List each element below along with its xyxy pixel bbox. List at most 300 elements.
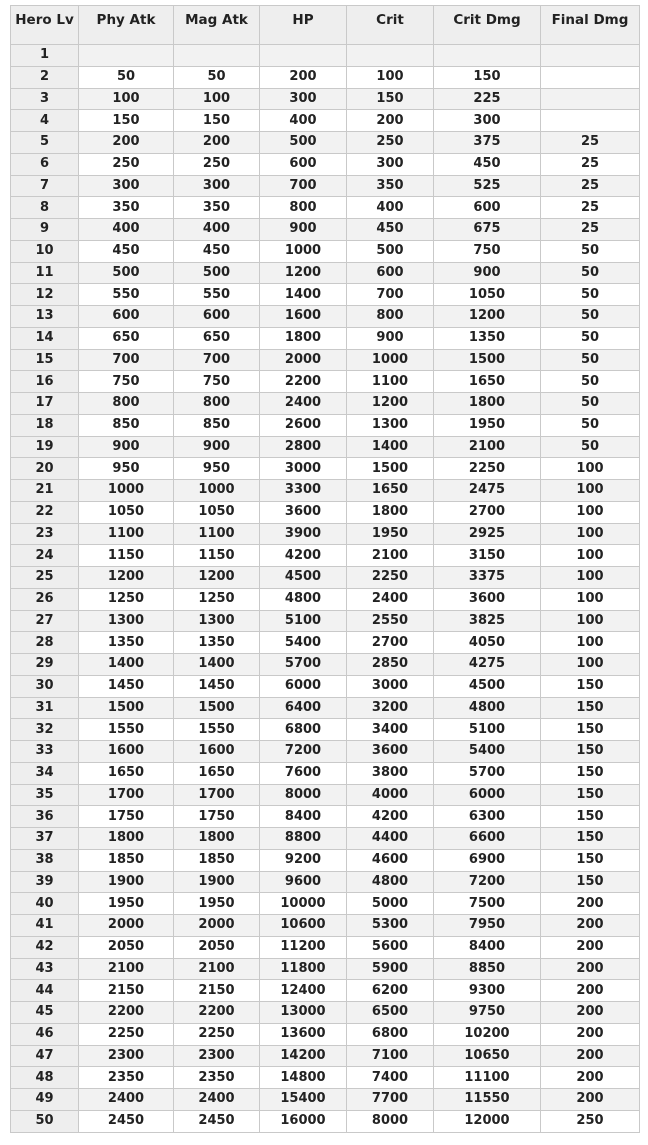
- cell-hero-lv: 22: [11, 501, 79, 523]
- cell-hp: 3900: [260, 523, 347, 545]
- cell-crit: 6800: [347, 1023, 434, 1045]
- cell-mag-atk: 1450: [174, 675, 260, 697]
- table-row: [11, 153, 640, 175]
- cell-crit-dmg: 450: [434, 153, 541, 175]
- cell-mag-atk: 200: [174, 132, 260, 154]
- cell-hero-lv: 42: [11, 936, 79, 958]
- table-row: [11, 414, 640, 436]
- cell-phy-atk: 500: [79, 262, 174, 284]
- cell-final-dmg: 150: [541, 871, 640, 893]
- cell-phy-atk: 1050: [79, 501, 174, 523]
- cell-crit-dmg: 150: [434, 66, 541, 88]
- cell-phy-atk: 1000: [79, 480, 174, 502]
- header-phy-atk: Phy Atk: [79, 6, 174, 45]
- cell-crit-dmg: 12000: [434, 1110, 541, 1132]
- cell-hp: 10000: [260, 893, 347, 915]
- cell-mag-atk: 1700: [174, 784, 260, 806]
- table-row: [11, 262, 640, 284]
- cell-phy-atk: 1900: [79, 871, 174, 893]
- table-row: [11, 1089, 640, 1111]
- cell-crit-dmg: 6000: [434, 784, 541, 806]
- cell-phy-atk: 1750: [79, 806, 174, 828]
- cell-mag-atk: 1150: [174, 545, 260, 567]
- table-row: [11, 393, 640, 415]
- cell-hp: 10600: [260, 915, 347, 937]
- cell-hero-lv: 21: [11, 480, 79, 502]
- cell-hp: 8000: [260, 784, 347, 806]
- cell-phy-atk: 2400: [79, 1089, 174, 1111]
- cell-crit: 3400: [347, 719, 434, 741]
- cell-phy-atk: 300: [79, 175, 174, 197]
- cell-hero-lv: 31: [11, 697, 79, 719]
- cell-mag-atk: 150: [174, 110, 260, 132]
- table-row: [11, 175, 640, 197]
- cell-hp: [260, 45, 347, 67]
- cell-phy-atk: 2150: [79, 980, 174, 1002]
- table-row: [11, 219, 640, 241]
- cell-crit-dmg: 300: [434, 110, 541, 132]
- table-row: [11, 240, 640, 262]
- cell-crit: 3200: [347, 697, 434, 719]
- cell-final-dmg: [541, 88, 640, 110]
- cell-hero-lv: 45: [11, 1002, 79, 1024]
- cell-mag-atk: 1500: [174, 697, 260, 719]
- cell-final-dmg: 100: [541, 545, 640, 567]
- cell-mag-atk: 1650: [174, 762, 260, 784]
- cell-mag-atk: 1000: [174, 480, 260, 502]
- cell-hp: 1200: [260, 262, 347, 284]
- cell-mag-atk: 450: [174, 240, 260, 262]
- cell-crit-dmg: 675: [434, 219, 541, 241]
- cell-hero-lv: 50: [11, 1110, 79, 1132]
- cell-crit-dmg: 7200: [434, 871, 541, 893]
- cell-crit-dmg: 1200: [434, 306, 541, 328]
- cell-phy-atk: 1350: [79, 632, 174, 654]
- cell-crit-dmg: 2925: [434, 523, 541, 545]
- cell-crit: 6200: [347, 980, 434, 1002]
- cell-hero-lv: 10: [11, 240, 79, 262]
- cell-final-dmg: 150: [541, 762, 640, 784]
- cell-crit: 2250: [347, 567, 434, 589]
- cell-hero-lv: 48: [11, 1067, 79, 1089]
- table-row: [11, 66, 640, 88]
- cell-phy-atk: 2100: [79, 958, 174, 980]
- table-row: [11, 871, 640, 893]
- cell-phy-atk: 250: [79, 153, 174, 175]
- cell-crit: 6500: [347, 1002, 434, 1024]
- cell-final-dmg: 100: [541, 654, 640, 676]
- cell-mag-atk: 750: [174, 371, 260, 393]
- cell-hp: 4800: [260, 588, 347, 610]
- cell-final-dmg: 25: [541, 197, 640, 219]
- cell-hero-lv: 8: [11, 197, 79, 219]
- cell-phy-atk: 1300: [79, 610, 174, 632]
- cell-mag-atk: [174, 45, 260, 67]
- cell-crit-dmg: 11100: [434, 1067, 541, 1089]
- cell-crit-dmg: 2700: [434, 501, 541, 523]
- table-row: [11, 501, 640, 523]
- cell-hero-lv: 34: [11, 762, 79, 784]
- cell-final-dmg: 50: [541, 327, 640, 349]
- cell-phy-atk: 1100: [79, 523, 174, 545]
- cell-crit: 1650: [347, 480, 434, 502]
- cell-crit: 2400: [347, 588, 434, 610]
- cell-crit: 5900: [347, 958, 434, 980]
- cell-hp: 11200: [260, 936, 347, 958]
- cell-crit: 4800: [347, 871, 434, 893]
- table-row: [11, 306, 640, 328]
- table-row: [11, 915, 640, 937]
- cell-crit: 450: [347, 219, 434, 241]
- cell-crit: 1200: [347, 393, 434, 415]
- cell-final-dmg: 25: [541, 153, 640, 175]
- cell-mag-atk: 50: [174, 66, 260, 88]
- cell-phy-atk: 550: [79, 284, 174, 306]
- cell-crit: 100: [347, 66, 434, 88]
- cell-hp: 6400: [260, 697, 347, 719]
- cell-phy-atk: 2050: [79, 936, 174, 958]
- cell-hero-lv: 3: [11, 88, 79, 110]
- cell-final-dmg: 150: [541, 849, 640, 871]
- table-row: [11, 197, 640, 219]
- cell-phy-atk: 1250: [79, 588, 174, 610]
- cell-final-dmg: 100: [541, 632, 640, 654]
- cell-phy-atk: 650: [79, 327, 174, 349]
- cell-hp: 700: [260, 175, 347, 197]
- cell-crit-dmg: 3150: [434, 545, 541, 567]
- cell-crit-dmg: 525: [434, 175, 541, 197]
- cell-hero-lv: 20: [11, 458, 79, 480]
- cell-hp: 7600: [260, 762, 347, 784]
- cell-mag-atk: 500: [174, 262, 260, 284]
- cell-phy-atk: 950: [79, 458, 174, 480]
- cell-phy-atk: 600: [79, 306, 174, 328]
- cell-hp: 300: [260, 88, 347, 110]
- cell-crit-dmg: 6300: [434, 806, 541, 828]
- cell-final-dmg: 200: [541, 980, 640, 1002]
- cell-crit: 3800: [347, 762, 434, 784]
- cell-hero-lv: 38: [11, 849, 79, 871]
- cell-mag-atk: 900: [174, 436, 260, 458]
- cell-hero-lv: 6: [11, 153, 79, 175]
- cell-mag-atk: 1800: [174, 828, 260, 850]
- table-row: [11, 741, 640, 763]
- cell-crit-dmg: 1650: [434, 371, 541, 393]
- cell-crit-dmg: [434, 45, 541, 67]
- cell-mag-atk: 1850: [174, 849, 260, 871]
- cell-mag-atk: 1050: [174, 501, 260, 523]
- cell-crit: 500: [347, 240, 434, 262]
- cell-crit: 5300: [347, 915, 434, 937]
- table-row: [11, 893, 640, 915]
- cell-crit: 350: [347, 175, 434, 197]
- cell-mag-atk: 800: [174, 393, 260, 415]
- cell-crit-dmg: 4050: [434, 632, 541, 654]
- cell-phy-atk: 150: [79, 110, 174, 132]
- cell-hp: 2000: [260, 349, 347, 371]
- cell-final-dmg: 200: [541, 893, 640, 915]
- cell-crit: 900: [347, 327, 434, 349]
- cell-hero-lv: 27: [11, 610, 79, 632]
- cell-crit-dmg: 1050: [434, 284, 541, 306]
- cell-mag-atk: 1400: [174, 654, 260, 676]
- table-row: [11, 784, 640, 806]
- cell-mag-atk: 550: [174, 284, 260, 306]
- cell-final-dmg: 200: [541, 1023, 640, 1045]
- hero-level-stats-table: [10, 5, 640, 1133]
- cell-hp: 13600: [260, 1023, 347, 1045]
- cell-crit: 200: [347, 110, 434, 132]
- table-row: [11, 958, 640, 980]
- cell-hero-lv: 33: [11, 741, 79, 763]
- cell-final-dmg: 50: [541, 306, 640, 328]
- table-row: [11, 936, 640, 958]
- cell-phy-atk: 100: [79, 88, 174, 110]
- cell-crit-dmg: 1350: [434, 327, 541, 349]
- table-row: [11, 1023, 640, 1045]
- cell-mag-atk: 950: [174, 458, 260, 480]
- table-row: [11, 567, 640, 589]
- cell-hero-lv: 12: [11, 284, 79, 306]
- cell-phy-atk: 1950: [79, 893, 174, 915]
- cell-hero-lv: 43: [11, 958, 79, 980]
- cell-hp: 800: [260, 197, 347, 219]
- cell-phy-atk: 1550: [79, 719, 174, 741]
- cell-crit: 600: [347, 262, 434, 284]
- cell-mag-atk: 2250: [174, 1023, 260, 1045]
- cell-crit: 150: [347, 88, 434, 110]
- cell-crit-dmg: 900: [434, 262, 541, 284]
- table-row: [11, 588, 640, 610]
- cell-mag-atk: 2000: [174, 915, 260, 937]
- cell-crit: 300: [347, 153, 434, 175]
- table-row: [11, 610, 640, 632]
- table-row: [11, 88, 640, 110]
- cell-final-dmg: 50: [541, 240, 640, 262]
- cell-crit: 7100: [347, 1045, 434, 1067]
- cell-phy-atk: 2350: [79, 1067, 174, 1089]
- cell-crit-dmg: 5400: [434, 741, 541, 763]
- cell-mag-atk: 850: [174, 414, 260, 436]
- cell-hp: 1800: [260, 327, 347, 349]
- cell-hp: 15400: [260, 1089, 347, 1111]
- cell-hero-lv: 49: [11, 1089, 79, 1111]
- cell-phy-atk: 1400: [79, 654, 174, 676]
- cell-crit-dmg: 375: [434, 132, 541, 154]
- cell-final-dmg: 100: [541, 567, 640, 589]
- cell-crit-dmg: 6900: [434, 849, 541, 871]
- header-mag-atk: Mag Atk: [174, 6, 260, 45]
- cell-crit: 800: [347, 306, 434, 328]
- table-row: [11, 327, 640, 349]
- cell-crit: 250: [347, 132, 434, 154]
- cell-final-dmg: 150: [541, 828, 640, 850]
- cell-hp: 7200: [260, 741, 347, 763]
- cell-crit-dmg: 4500: [434, 675, 541, 697]
- cell-phy-atk: 1150: [79, 545, 174, 567]
- cell-hp: 14800: [260, 1067, 347, 1089]
- cell-crit-dmg: 225: [434, 88, 541, 110]
- cell-phy-atk: 2000: [79, 915, 174, 937]
- table-row: [11, 1110, 640, 1132]
- cell-mag-atk: 2350: [174, 1067, 260, 1089]
- cell-mag-atk: 1750: [174, 806, 260, 828]
- cell-crit-dmg: 4275: [434, 654, 541, 676]
- cell-phy-atk: 400: [79, 219, 174, 241]
- cell-crit: 1000: [347, 349, 434, 371]
- cell-crit: 1300: [347, 414, 434, 436]
- cell-phy-atk: 1800: [79, 828, 174, 850]
- table-row: [11, 806, 640, 828]
- cell-phy-atk: 1200: [79, 567, 174, 589]
- cell-hero-lv: 28: [11, 632, 79, 654]
- cell-final-dmg: 25: [541, 132, 640, 154]
- cell-crit: 2850: [347, 654, 434, 676]
- cell-phy-atk: 700: [79, 349, 174, 371]
- cell-final-dmg: 200: [541, 915, 640, 937]
- table-row: [11, 545, 640, 567]
- cell-final-dmg: 50: [541, 371, 640, 393]
- cell-crit-dmg: 1950: [434, 414, 541, 436]
- cell-phy-atk: 750: [79, 371, 174, 393]
- cell-mag-atk: 1300: [174, 610, 260, 632]
- cell-crit: 700: [347, 284, 434, 306]
- cell-final-dmg: 150: [541, 719, 640, 741]
- cell-hp: 6800: [260, 719, 347, 741]
- cell-crit-dmg: 9750: [434, 1002, 541, 1024]
- cell-hp: 16000: [260, 1110, 347, 1132]
- cell-hp: 11800: [260, 958, 347, 980]
- cell-final-dmg: 50: [541, 414, 640, 436]
- cell-hp: 8400: [260, 806, 347, 828]
- cell-hp: 600: [260, 153, 347, 175]
- cell-phy-atk: 50: [79, 66, 174, 88]
- cell-hero-lv: 18: [11, 414, 79, 436]
- cell-crit-dmg: 11550: [434, 1089, 541, 1111]
- cell-hp: 1000: [260, 240, 347, 262]
- cell-phy-atk: 2250: [79, 1023, 174, 1045]
- cell-hero-lv: 25: [11, 567, 79, 589]
- cell-final-dmg: 150: [541, 675, 640, 697]
- cell-hero-lv: 14: [11, 327, 79, 349]
- cell-final-dmg: 25: [541, 175, 640, 197]
- cell-crit: 7700: [347, 1089, 434, 1111]
- cell-hp: 5400: [260, 632, 347, 654]
- cell-crit: 8000: [347, 1110, 434, 1132]
- cell-hp: 2600: [260, 414, 347, 436]
- cell-crit: 1400: [347, 436, 434, 458]
- cell-mag-atk: 600: [174, 306, 260, 328]
- table-row: [11, 697, 640, 719]
- cell-hp: 3600: [260, 501, 347, 523]
- cell-hp: 4500: [260, 567, 347, 589]
- cell-phy-atk: 200: [79, 132, 174, 154]
- cell-hp: 900: [260, 219, 347, 241]
- cell-final-dmg: 50: [541, 284, 640, 306]
- cell-crit: 1500: [347, 458, 434, 480]
- table-row: [11, 654, 640, 676]
- cell-crit: 1100: [347, 371, 434, 393]
- table-row: [11, 980, 640, 1002]
- cell-hero-lv: 24: [11, 545, 79, 567]
- cell-final-dmg: 200: [541, 1045, 640, 1067]
- cell-phy-atk: 1600: [79, 741, 174, 763]
- cell-hp: 12400: [260, 980, 347, 1002]
- cell-crit-dmg: 2250: [434, 458, 541, 480]
- cell-crit-dmg: 8850: [434, 958, 541, 980]
- cell-hero-lv: 15: [11, 349, 79, 371]
- cell-hero-lv: 5: [11, 132, 79, 154]
- cell-phy-atk: 800: [79, 393, 174, 415]
- cell-crit: 2700: [347, 632, 434, 654]
- cell-hero-lv: 11: [11, 262, 79, 284]
- table-row: [11, 480, 640, 502]
- cell-crit: 4400: [347, 828, 434, 850]
- table-row: [11, 132, 640, 154]
- cell-hero-lv: 23: [11, 523, 79, 545]
- cell-crit: 1800: [347, 501, 434, 523]
- cell-hero-lv: 16: [11, 371, 79, 393]
- cell-hp: 2800: [260, 436, 347, 458]
- cell-hero-lv: 40: [11, 893, 79, 915]
- cell-phy-atk: 2450: [79, 1110, 174, 1132]
- cell-hp: 1600: [260, 306, 347, 328]
- cell-mag-atk: 100: [174, 88, 260, 110]
- cell-hp: 3000: [260, 458, 347, 480]
- table-row: [11, 371, 640, 393]
- cell-crit-dmg: 7950: [434, 915, 541, 937]
- cell-final-dmg: 100: [541, 501, 640, 523]
- table-row: [11, 632, 640, 654]
- cell-hp: 1400: [260, 284, 347, 306]
- cell-crit: 400: [347, 197, 434, 219]
- cell-final-dmg: 50: [541, 393, 640, 415]
- cell-final-dmg: 200: [541, 936, 640, 958]
- cell-hp: 6000: [260, 675, 347, 697]
- cell-mag-atk: 1900: [174, 871, 260, 893]
- cell-final-dmg: 25: [541, 219, 640, 241]
- cell-mag-atk: 1950: [174, 893, 260, 915]
- cell-hero-lv: 46: [11, 1023, 79, 1045]
- cell-crit-dmg: 6600: [434, 828, 541, 850]
- cell-final-dmg: 150: [541, 806, 640, 828]
- table-row: [11, 349, 640, 371]
- cell-crit: 4000: [347, 784, 434, 806]
- table-row: [11, 719, 640, 741]
- cell-phy-atk: 2300: [79, 1045, 174, 1067]
- cell-hero-lv: 9: [11, 219, 79, 241]
- cell-phy-atk: 1850: [79, 849, 174, 871]
- cell-crit: 2550: [347, 610, 434, 632]
- cell-final-dmg: 50: [541, 262, 640, 284]
- header-crit: Crit: [347, 6, 434, 45]
- cell-mag-atk: 2400: [174, 1089, 260, 1111]
- table-row: [11, 1045, 640, 1067]
- cell-final-dmg: 100: [541, 458, 640, 480]
- header-hero-lv: Hero Lv: [11, 6, 79, 45]
- cell-final-dmg: 50: [541, 349, 640, 371]
- cell-mag-atk: 1200: [174, 567, 260, 589]
- cell-crit: 3000: [347, 675, 434, 697]
- header-final-dmg: Final Dmg: [541, 6, 640, 45]
- cell-mag-atk: 1250: [174, 588, 260, 610]
- cell-final-dmg: 50: [541, 436, 640, 458]
- cell-hp: 200: [260, 66, 347, 88]
- cell-hp: 9600: [260, 871, 347, 893]
- cell-hp: 4200: [260, 545, 347, 567]
- cell-hero-lv: 29: [11, 654, 79, 676]
- cell-final-dmg: 200: [541, 1002, 640, 1024]
